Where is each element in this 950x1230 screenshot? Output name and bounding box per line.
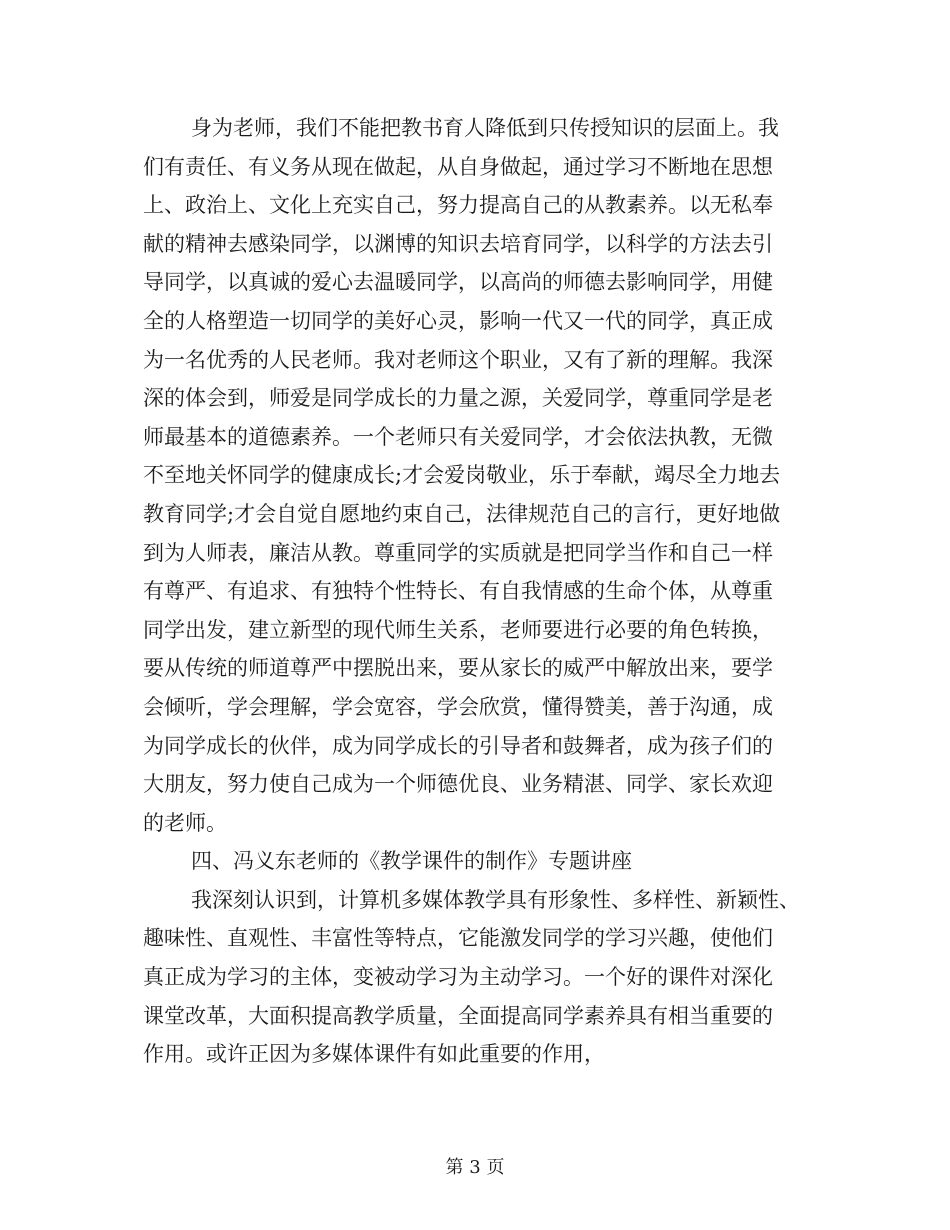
- text-line: 要从传统的师道尊严中摆脱出来，要从家长的威严中解放出来，要学: [143, 656, 773, 681]
- text-line: 为同学成长的伙伴，成为同学成长的引导者和鼓舞者，成为孩子们的: [143, 733, 773, 758]
- text-line: 为一名优秀的人民老师。我对老师这个职业，又有了新的理解。我深: [143, 347, 773, 372]
- page-number: 第 3 页: [445, 1157, 505, 1178]
- paragraph-teacher-ethics: [143, 109, 815, 842]
- text-line: 身为老师，我们不能把教书育人降低到只传授知识的层面上。我: [191, 116, 779, 140]
- heading-line: 四、冯义东老师的《教学课件的制作》专题讲座: [191, 849, 632, 874]
- text-line: 趣味性、直观性、丰富性等特点，它能激发同学的学习兴趣，使他们: [143, 926, 773, 951]
- section-heading: [143, 842, 815, 881]
- text-line: 上、政治上、文化上充实自己，努力提高自己的从教素养。以无私奉: [143, 193, 773, 218]
- text-line: 真正成为学习的主体，变被动学习为主动学习。一个好的课件对深化: [143, 965, 773, 990]
- text-line: 导同学，以真诚的爱心去温暖同学，以高尚的师德去影响同学，用健: [143, 270, 773, 295]
- text-line: 会倾听，学会理解，学会宽容，学会欣赏，懂得赞美，善于沟通，成: [143, 694, 773, 719]
- text-line: 献的精神去感染同学，以渊博的知识去培育同学，以科学的方法去引: [143, 231, 773, 256]
- text-line: 大朋友，努力使自己成为一个师德优良、业务精湛、同学、家长欢迎: [143, 772, 773, 797]
- text-line: 全的人格塑造一切同学的美好心灵，影响一代又一代的同学，真正成: [143, 308, 773, 333]
- text-line: 作用。或许正因为多媒体课件有如此重要的作用，: [143, 1042, 605, 1067]
- text-line: 的老师。: [143, 810, 227, 835]
- text-line: 不至地关怀同学的健康成长;才会爱岗敬业，乐于奉献，竭尽全力地去: [143, 463, 781, 488]
- text-line: 深的体会到，师爱是同学成长的力量之源，关爱同学，尊重同学是老: [143, 386, 773, 411]
- text-line: 课堂改革，大面积提高教学质量，全面提高同学素养具有相当重要的: [143, 1003, 773, 1028]
- text-line: 有尊严、有追求、有独特个性特长、有自我情感的生命个体，从尊重: [143, 579, 773, 604]
- paragraph-multimedia: [143, 881, 815, 1074]
- text-line: 同学出发，建立新型的现代师生关系，老师要进行必要的角色转换，: [143, 617, 773, 642]
- text-line: 师最基本的道德素养。一个老师只有关爱同学，才会依法执教，无微: [143, 424, 773, 449]
- text-line: 我深刻认识到，计算机多媒体教学具有形象性、多样性、新颖性、: [191, 887, 800, 912]
- text-line: 教育同学;才会自觉自愿地约束自己，法律规范自己的言行，更好地做: [143, 501, 781, 526]
- text-line: 到为人师表，廉洁从教。尊重同学的实质就是把同学当作和自己一样: [143, 540, 773, 565]
- body-text: [143, 109, 815, 1074]
- text-line: 们有责任、有义务从现在做起，从自身做起，通过学习不断地在思想: [143, 154, 773, 179]
